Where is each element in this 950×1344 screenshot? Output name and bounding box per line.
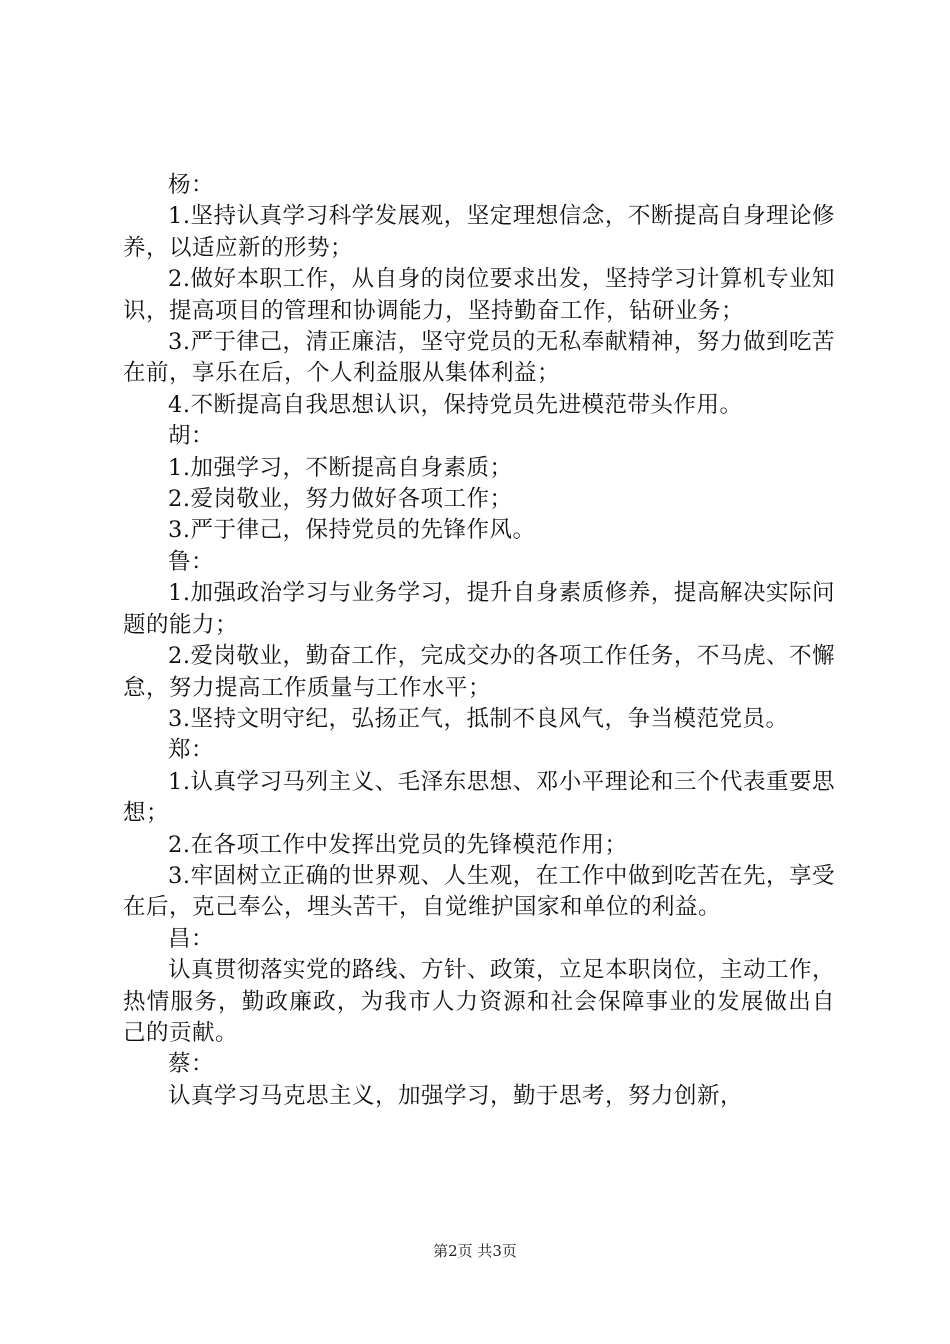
paragraph: 2.爱岗敬业，努力做好各项工作； [168,486,513,513]
paragraph: 1.加强政治学习与业务学习，提升自身素质修养，提高解决实际问题的能力； [123,580,835,638]
paragraph: 昌： [168,925,215,952]
page-footer: 第2页 共3页 [433,1242,517,1260]
paragraph: 2.爱岗敬业，勤奋工作，完成交办的各项工作任务，不马虎、不懈怠，努力提高工作质量与工作水平； [123,643,835,701]
paragraph: 胡： [168,423,215,450]
paragraph: 4.不断提高自我思想认识，保持党员先进模范带头作用。 [168,391,743,418]
paragraph: 1.认真学习马列主义、毛泽东思想、邓小平理论和三个代表重要思想； [123,768,835,827]
paragraph: 鲁： [168,548,215,575]
document-body [123,170,835,1112]
paragraph: 3.严于律己，保持党员的先锋作风。 [168,517,536,544]
paragraph: 1.坚持认真学习科学发展观，坚定理想信念，不断提高自身理论修养，以适应新的形势； [123,203,835,261]
paragraph: 1.加强学习，不断提高自身素质； [168,454,513,481]
paragraph: 3.严于律己，清正廉洁，坚守党员的无私奉献精神，努力做到吃苦在前，享乐在后，个人利益服从集体利益； [123,329,835,387]
paragraph: 郑： [168,737,215,764]
paragraph: 认真学习马克思主义，加强学习，勤于思考，努力创新， [168,1082,744,1109]
paragraph: 杨： [168,172,215,198]
paragraph: 2.做好本职工作，从自身的岗位要求出发，坚持学习计算机专业知识，提高项目的管理和协调能力，坚持勤奋工作，钻研业务； [123,266,835,324]
paragraph: 认真贯彻落实党的路线、方针、政策，立足本职岗位，主动工作，热情服务，勤政廉政，为我市人力资源和社会保障事业的发展做出自己的贡献。 [123,957,836,1046]
paragraph: 2.在各项工作中发挥出党员的先锋模范作用； [168,831,628,858]
paragraph: 3.坚持文明守纪，弘扬正气，抵制不良风气，争当模范党员。 [168,705,789,732]
paragraph: 蔡： [168,1051,215,1078]
paragraph: 3.牢固树立正确的世界观、人生观，在工作中做到吃苦在先，享受在后，克己奉公，埋头苦干，自觉维护国家和单位的利益。 [123,862,835,921]
